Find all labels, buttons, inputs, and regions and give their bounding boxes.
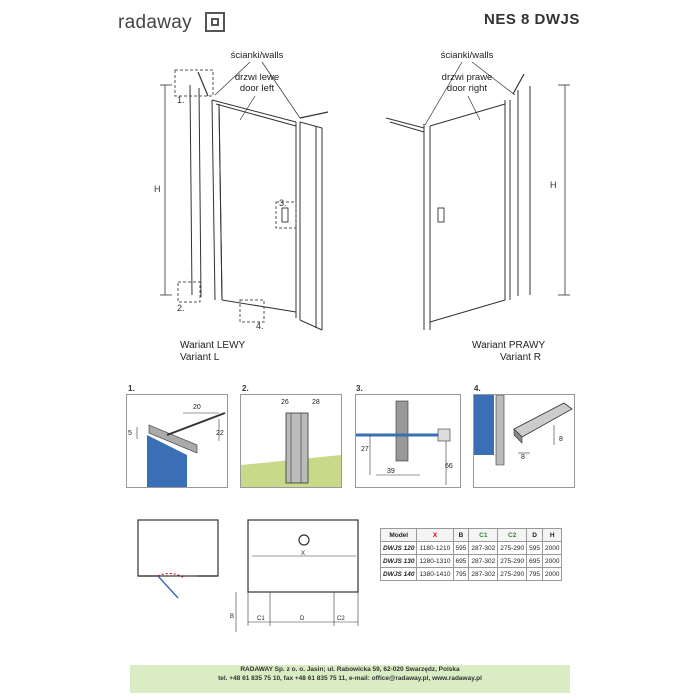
- detail-1-number: 1.: [128, 384, 135, 393]
- left-variant-drawing: [160, 62, 328, 330]
- detail-2-box: [240, 394, 342, 488]
- cell-d: 795: [527, 568, 543, 581]
- left-walls-label: ścianki/walls: [230, 50, 284, 61]
- cell-h: 2000: [542, 555, 561, 568]
- plan-x-label: X: [301, 551, 306, 557]
- cell-c2: 275-290: [498, 542, 527, 555]
- detail-1-dim-5: 5: [128, 430, 132, 437]
- detail-2-dim-26: 26: [281, 399, 289, 406]
- left-variant-pl: Wariant LEWY: [180, 340, 246, 351]
- detail-1-drawing: [127, 395, 227, 487]
- cell-c2: 275-290: [498, 555, 527, 568]
- plan-c2-label: C2: [337, 616, 345, 622]
- cell-model: DWJS 130: [381, 555, 417, 568]
- cell-d: 695: [527, 555, 543, 568]
- swing-plan-drawing: [128, 516, 228, 606]
- footer-contact-line: tel. +48 61 835 75 10, fax +48 61 835 75 11, e-mail: office@radaway.pl, www.radaway.pl: [218, 675, 482, 682]
- cell-x: 1180-1210: [417, 542, 453, 555]
- detail-2-number: 2.: [242, 384, 249, 393]
- spec-table-container: [380, 528, 562, 581]
- left-height-label: H: [154, 184, 161, 194]
- cell-b: 595: [453, 542, 469, 555]
- left-callout-4: 4.: [256, 321, 264, 331]
- model-title: NES 8 DWJS: [484, 11, 580, 28]
- right-variant-drawing: [386, 62, 570, 330]
- cell-h: 2000: [542, 568, 561, 581]
- left-callout-1: 1.: [177, 95, 185, 105]
- detail-3-dim-39: 39: [387, 468, 395, 475]
- cell-x: 1380-1410: [417, 568, 453, 581]
- cell-x: 1280-1310: [417, 555, 453, 568]
- left-callout-3: 3.: [279, 198, 287, 208]
- detail-4-number: 4.: [474, 384, 481, 393]
- detail-4-dim-8a: 8: [559, 436, 563, 443]
- col-c2: C2: [498, 529, 527, 542]
- col-model: Model: [381, 529, 417, 542]
- right-door-label-pl: drzwi prawe: [441, 72, 493, 83]
- right-variant-pl: Wariant PRAWY: [472, 340, 546, 351]
- cell-c1: 287-302: [469, 568, 498, 581]
- detail-1-dim-22: 22: [216, 430, 224, 437]
- right-height-label: H: [550, 180, 557, 190]
- left-callout-2: 2.: [177, 303, 185, 313]
- right-door-label-en: door right: [446, 83, 488, 94]
- left-variant-en: Variant L: [180, 352, 220, 363]
- plan-d-label: D: [300, 616, 305, 622]
- cell-c1: 287-302: [469, 555, 498, 568]
- col-b: B: [453, 529, 469, 542]
- plan-b-label: B: [230, 614, 235, 620]
- left-door-label-pl: drzwi lewe: [234, 72, 280, 83]
- cell-c1: 287-302: [469, 542, 498, 555]
- main-drawings: [0, 0, 700, 340]
- detail-1-box: [126, 394, 228, 488]
- footer-company-line: RADAWAY Sp. z o. o. Jasin; ul. Rabowicka 59, 62-020 Swarzędz, Polska: [240, 666, 460, 673]
- col-d: D: [527, 529, 543, 542]
- cell-model: DWJS 140: [381, 568, 417, 581]
- detail-2-drawing: [241, 395, 341, 487]
- cell-model: DWJS 120: [381, 542, 417, 555]
- table-row: [381, 568, 562, 581]
- right-walls-label: ścianki/walls: [440, 50, 494, 61]
- detail-3-box: [355, 394, 461, 488]
- col-c1: C1: [469, 529, 498, 542]
- cell-h: 2000: [542, 542, 561, 555]
- table-row: [381, 542, 562, 555]
- detail-3-dim-66: 66: [445, 463, 453, 470]
- detail-1-dim-20: 20: [193, 404, 201, 411]
- footer-contact: [130, 665, 570, 693]
- col-x: X: [417, 529, 453, 542]
- cell-d: 595: [527, 542, 543, 555]
- table-row: [381, 555, 562, 568]
- detail-3-dim-27: 27: [361, 446, 369, 453]
- col-h: H: [542, 529, 561, 542]
- cell-b: 795: [453, 568, 469, 581]
- left-door-label-en: door left: [239, 83, 275, 94]
- dimension-plan-drawing: [228, 516, 368, 634]
- detail-2-dim-28: 28: [312, 399, 320, 406]
- spec-table-header-row: [381, 529, 562, 542]
- brand-name: radaway: [118, 12, 192, 33]
- cell-c2: 275-290: [498, 568, 527, 581]
- detail-3-number: 3.: [356, 384, 363, 393]
- cell-b: 695: [453, 555, 469, 568]
- spec-table: [380, 528, 562, 581]
- detail-4-dim-8b: 8: [521, 454, 525, 461]
- right-variant-en: Variant R: [500, 352, 541, 363]
- plan-c1-label: C1: [257, 616, 265, 622]
- detail-3-drawing: [356, 395, 460, 487]
